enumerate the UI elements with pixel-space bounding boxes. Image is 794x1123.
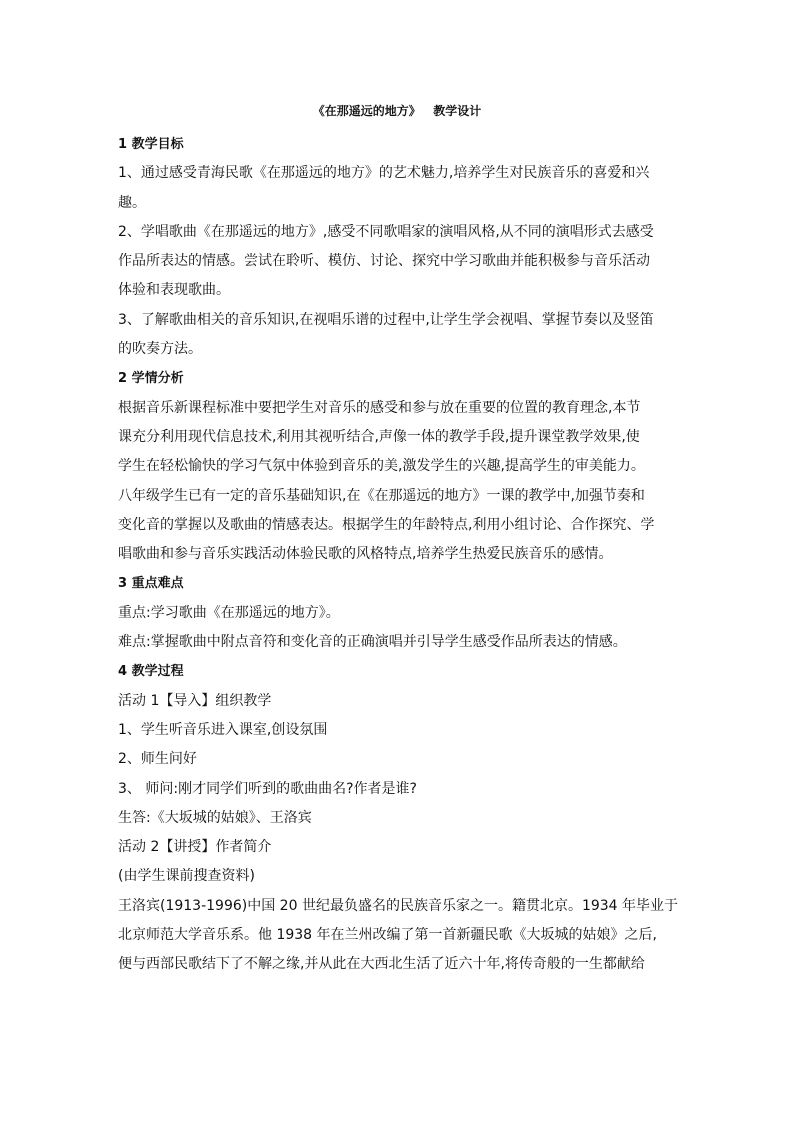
section-heading: 4 教学过程 [118,664,184,680]
body-line: (由学生课前搜查资料) [118,868,255,885]
body-line: 3、了解歌曲相关的音乐知识,在视唱乐谱的过程中,让学生学会视唱、掌握节奏以及竖笛 [118,311,654,328]
body-line: 活动 2【讲授】作者简介 [118,839,272,856]
section-heading: 3 重点难点 [118,576,184,592]
body-line: 作品所表达的情感。尝试在聆听、模仿、讨论、探究中学习歌曲并能积极参与音乐活动 [118,253,650,270]
document-title: 《在那遥远的地方》 教学设计 [312,104,482,118]
body-line: 重点:学习歌曲《在那遥远的地方》。 [118,604,340,621]
body-line: 学生在轻松愉快的学习气氛中体验到音乐的美,激发学生的兴趣,提高学生的审美能力。 [118,458,645,475]
section-heading: 1 教学目标 [118,137,184,152]
body-line: 活动 1【导入】组织教学 [118,692,272,709]
body-line: 课充分利用现代信息技术,利用其视听结合,声像一体的教学手段,提升课堂教学效果,使 [118,428,640,445]
body-line: 难点:掌握歌曲中附点音符和变化音的正确演唱并引导学生感受作品所表达的情感。 [118,634,627,651]
body-line: 变化音的掌握以及歌曲的情感表达。根据学生的年龄特点,利用小组讨论、合作探究、学 [118,516,655,533]
document-body [118,130,678,980]
body-line: 3、 师问:刚才同学们听到的歌曲曲名?作者是谁? [118,780,417,797]
body-line: 1、学生听音乐进入课室,创设氛围 [118,721,328,738]
body-line: 2、学唱歌曲《在那遥远的地方》,感受不同歌唱家的演唱风格,从不同的演唱形式去感受 [118,223,654,240]
body-line: 唱歌曲和参与音乐实践活动体验民歌的风格特点,培养学生热爱民族音乐的感情。 [118,546,613,563]
body-line: 体验和表现歌曲。 [118,282,230,299]
body-line: 的吹奏方法。 [118,341,202,358]
section-heading: 2 学情分析 [118,371,184,387]
body-line: 生答:《大坂城的姑娘》、王洛宾 [118,809,312,826]
body-line: 便与西部民歌结下了不解之缘,并从此在大西北生活了近六十年,将传奇般的一生都献给 [118,956,645,973]
body-line: 王洛宾(1913-1996)中国 20 世纪最负盛名的民族音乐家之一。籍贯北京。1934 年毕业于 [118,897,679,914]
body-line: 2、师生问好 [118,751,197,768]
body-line: 北京师范大学音乐系。他 1938 年在兰州改编了第一首新疆民歌《大坂城的姑娘》之后, [118,927,657,944]
body-line: 趣。 [118,194,146,211]
body-line: 1、通过感受青海民歌《在那遥远的地方》的艺术魅力,培养学生对民族音乐的喜爱和兴 [118,165,650,182]
body-line: 根据音乐新课程标准中要把学生对音乐的感受和参与放在重要的位置的教育理念,本节 [118,399,641,416]
body-line: 八年级学生已有一定的音乐基础知识,在《在那遥远的地方》一课的教学中,加强节奏和 [118,487,645,504]
